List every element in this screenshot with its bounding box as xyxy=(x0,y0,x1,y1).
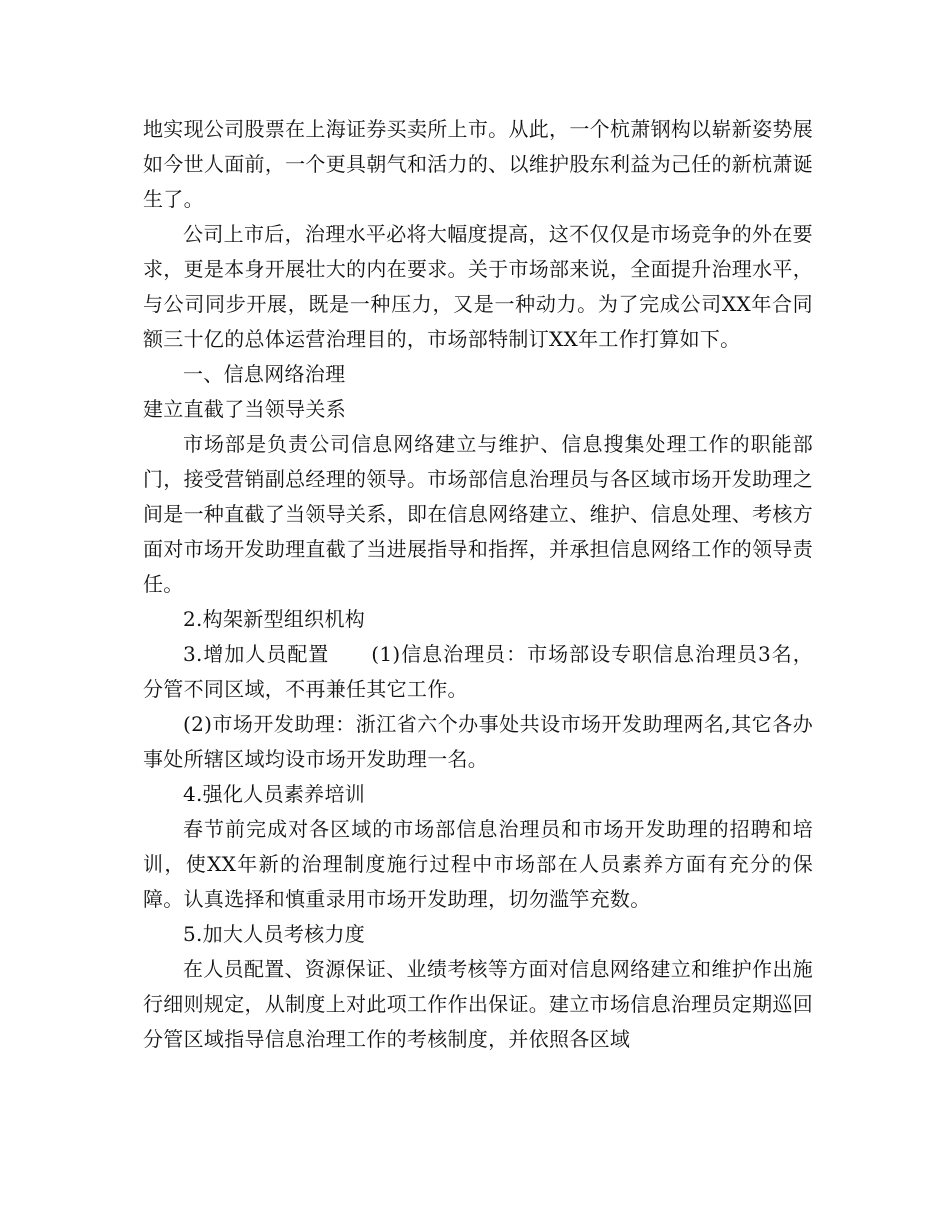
paragraph-3: 市场部是负责公司信息网络建立与维护、信息搜集处理工作的职能部门，接受营销副总经理的领导。市场部信息治理员与各区域市场开发助理之间是一种直截了当领导关系，即在信息网络建立、维护、信息处理、考核方面对市场开发助理直截了当进展指导和指挥，并承担信息网络工作的领导责任。 xyxy=(143,432,813,596)
paragraph-staffing: 3.增加人员配置 (1)信息治理员：市场部设专职信息治理员3名，分管不同区域，不再兼任其它工作。 xyxy=(143,642,813,701)
section-heading-info-network: 一、信息网络治理 xyxy=(183,362,346,386)
subheading-org-structure: 2.构架新型组织机构 xyxy=(183,607,366,631)
subheading-training: 4.强化人员素养培训 xyxy=(183,782,366,806)
paragraph-training: 春节前完成对各区域的市场部信息治理员和市场开发助理的招聘和培训，使XX年新的治理制度施行过程中市场部在人员素养方面有充分的保障。认真选择和慎重录用市场开发助理，切勿滥竽充数。 xyxy=(143,817,813,911)
paragraph-assessment: 在人员配置、资源保证、业绩考核等方面对信息网络建立和维护作出施行细则规定，从制度上对此项工作作出保证。建立市场信息治理员定期巡回分管区域指导信息治理工作的考核制度，并依照各区域 xyxy=(143,957,813,1051)
document-body xyxy=(143,112,813,1057)
paragraph-2: 公司上市后，治理水平必将大幅度提高，这不仅仅是市场竞争的外在要求，更是本身开展壮大的内在要求。关于市场部来说，全面提升治理水平，与公司同步开展，既是一种压力，又是一种动力。为了完成公司XX年合同额三十亿的总体运营治理目的，市场部特制订XX年工作打算如下。 xyxy=(143,222,813,351)
subheading-assessment: 5.加大人员考核力度 xyxy=(183,922,366,946)
paragraph-market-assistant: (2)市场开发助理：浙江省六个办事处共设市场开发助理两名,其它各办事处所辖区域均设市场开发助理一名。 xyxy=(143,712,813,771)
subheading-direct-leadership: 建立直截了当领导关系 xyxy=(143,397,346,421)
paragraph-1: 地实现公司股票在上海证券买卖所上市。从此，一个杭萧钢构以崭新姿势展如今世人面前，一个更具朝气和活力的、以维护股东利益为己任的新杭萧诞生了。 xyxy=(143,117,813,211)
